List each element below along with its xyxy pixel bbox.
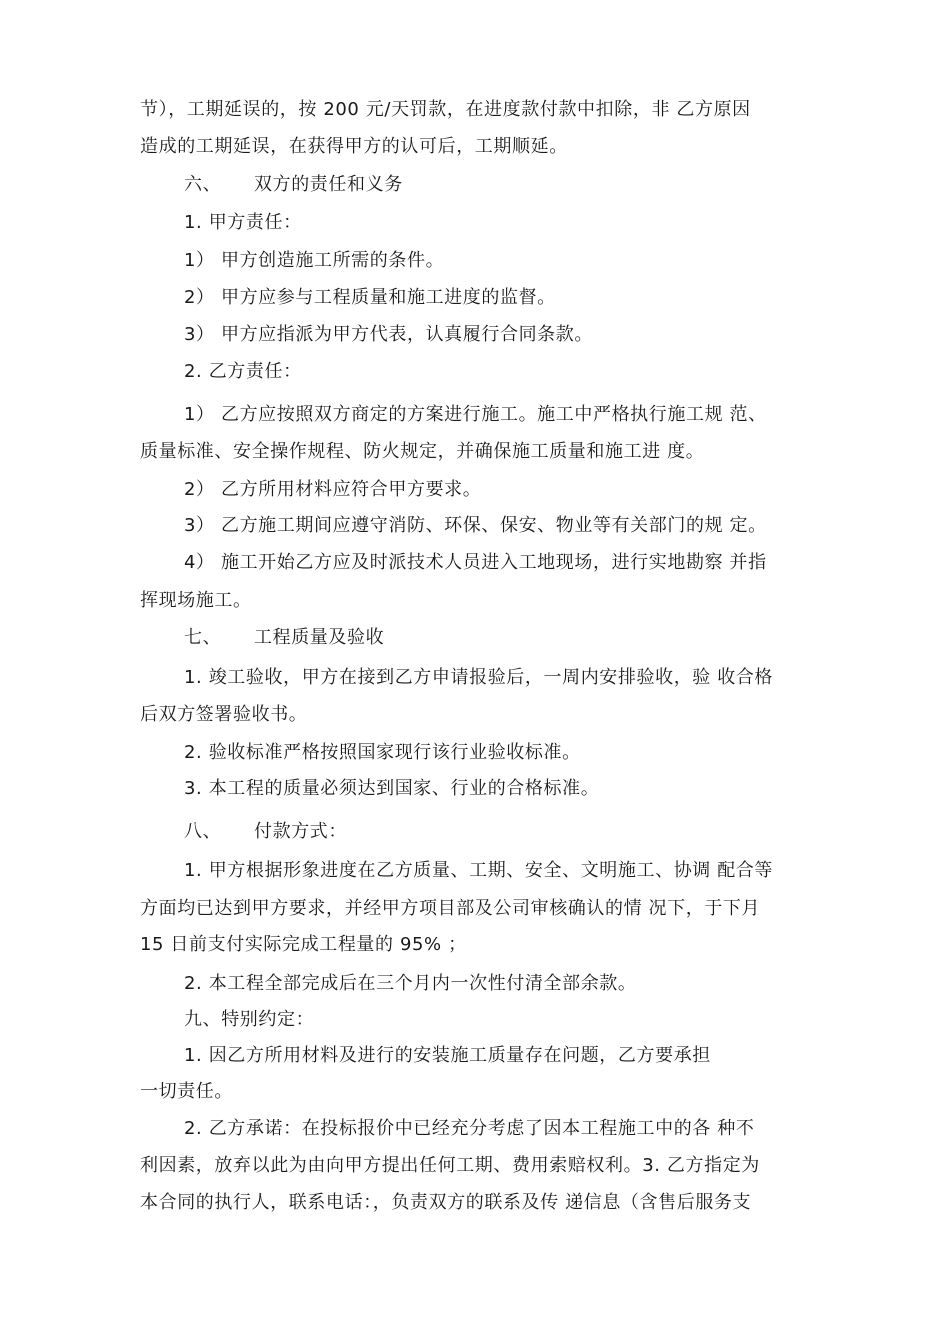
paragraph-line: 2） 甲方应参与工程质量和施工进度的监督。 [184, 287, 556, 308]
section-heading-8 [184, 820, 347, 844]
paragraph-line: 2. 本工程全部完成后在三个月内一次性付清全部余款。 [184, 973, 637, 994]
paragraph-line: 2. 乙方承诺：在投标报价中已经充分考虑了因本工程施工中的各 种不 [184, 1118, 755, 1139]
section-number: 六、 [184, 174, 222, 195]
section-heading-7 [184, 626, 384, 650]
paragraph-line: 1） 甲方创造施工所需的条件。 [184, 250, 445, 271]
paragraph-line: 2） 乙方所用材料应符合甲方要求。 [184, 479, 482, 500]
paragraph-line: 挥现场施工。 [140, 590, 252, 611]
paragraph-line: 方面均已达到甲方要求，并经甲方项目部及公司审核确认的情 况下，于下月 [140, 898, 761, 919]
paragraph-line: 3. 本工程的质量必须达到国家、行业的合格标准。 [184, 778, 600, 799]
paragraph-line: 1. 甲方根据形象进度在乙方质量、工期、安全、文明施工、协调 配合等 [184, 860, 774, 881]
paragraph-line: 一切责任。 [140, 1081, 233, 1102]
paragraph-line: 1） 乙方应按照双方商定的方案进行施工。施工中严格执行施工规 范、 [184, 404, 767, 425]
section-title: 工程质量及验收 [254, 627, 385, 648]
paragraph-line: 15 日前支付实际完成工程量的 95% ； [140, 934, 467, 955]
paragraph-line: 1. 竣工验收，甲方在接到乙方申请报验后，一周内安排验收，验 收合格 [184, 667, 774, 688]
section-number: 八、 [184, 821, 222, 842]
paragraph-line: 质量标准、安全操作规程、防火规定，并确保施工质量和施工进 度。 [140, 441, 705, 462]
section-number: 七、 [184, 627, 222, 648]
section-title: 付款方式： [254, 821, 347, 842]
paragraph-line: 节），工期延误的，按 200 元/天罚款，在进度款付款中扣除，非 乙方原因 [140, 99, 751, 120]
paragraph-line: 造成的工期延误，在获得甲方的认可后，工期顺延。 [140, 136, 568, 157]
paragraph-line: 1. 因乙方所用材料及进行的安装施工质量存在问题，乙方要承担 [184, 1045, 711, 1066]
paragraph-line: 4） 施工开始乙方应及时派技术人员进入工地现场，进行实地勘察 并指 [184, 552, 767, 573]
paragraph-line: 后双方签署验收书。 [140, 704, 308, 725]
section-heading-6 [184, 173, 403, 197]
paragraph-line: 1. 甲方责任： [184, 212, 302, 233]
paragraph-line: 本合同的执行人，联系电话：，负责双方的联系及传 递信息（含售后服务支 [140, 1192, 752, 1213]
paragraph-line: 2. 乙方责任： [184, 361, 302, 382]
paragraph-line: 2. 验收标准严格按照国家现行该行业验收标准。 [184, 742, 581, 763]
paragraph-line: 3） 乙方施工期间应遵守消防、环保、保安、物业等有关部门的规 定。 [184, 515, 767, 536]
paragraph-line: 九、特别约定： [184, 1009, 315, 1030]
section-title: 双方的责任和义务 [254, 174, 403, 195]
paragraph-line: 利因素，放弃以此为由向甲方提出任何工期、费用索赔权利。3. 乙方指定为 [140, 1155, 760, 1176]
paragraph-line: 3） 甲方应指派为甲方代表，认真履行合同条款。 [184, 324, 593, 345]
